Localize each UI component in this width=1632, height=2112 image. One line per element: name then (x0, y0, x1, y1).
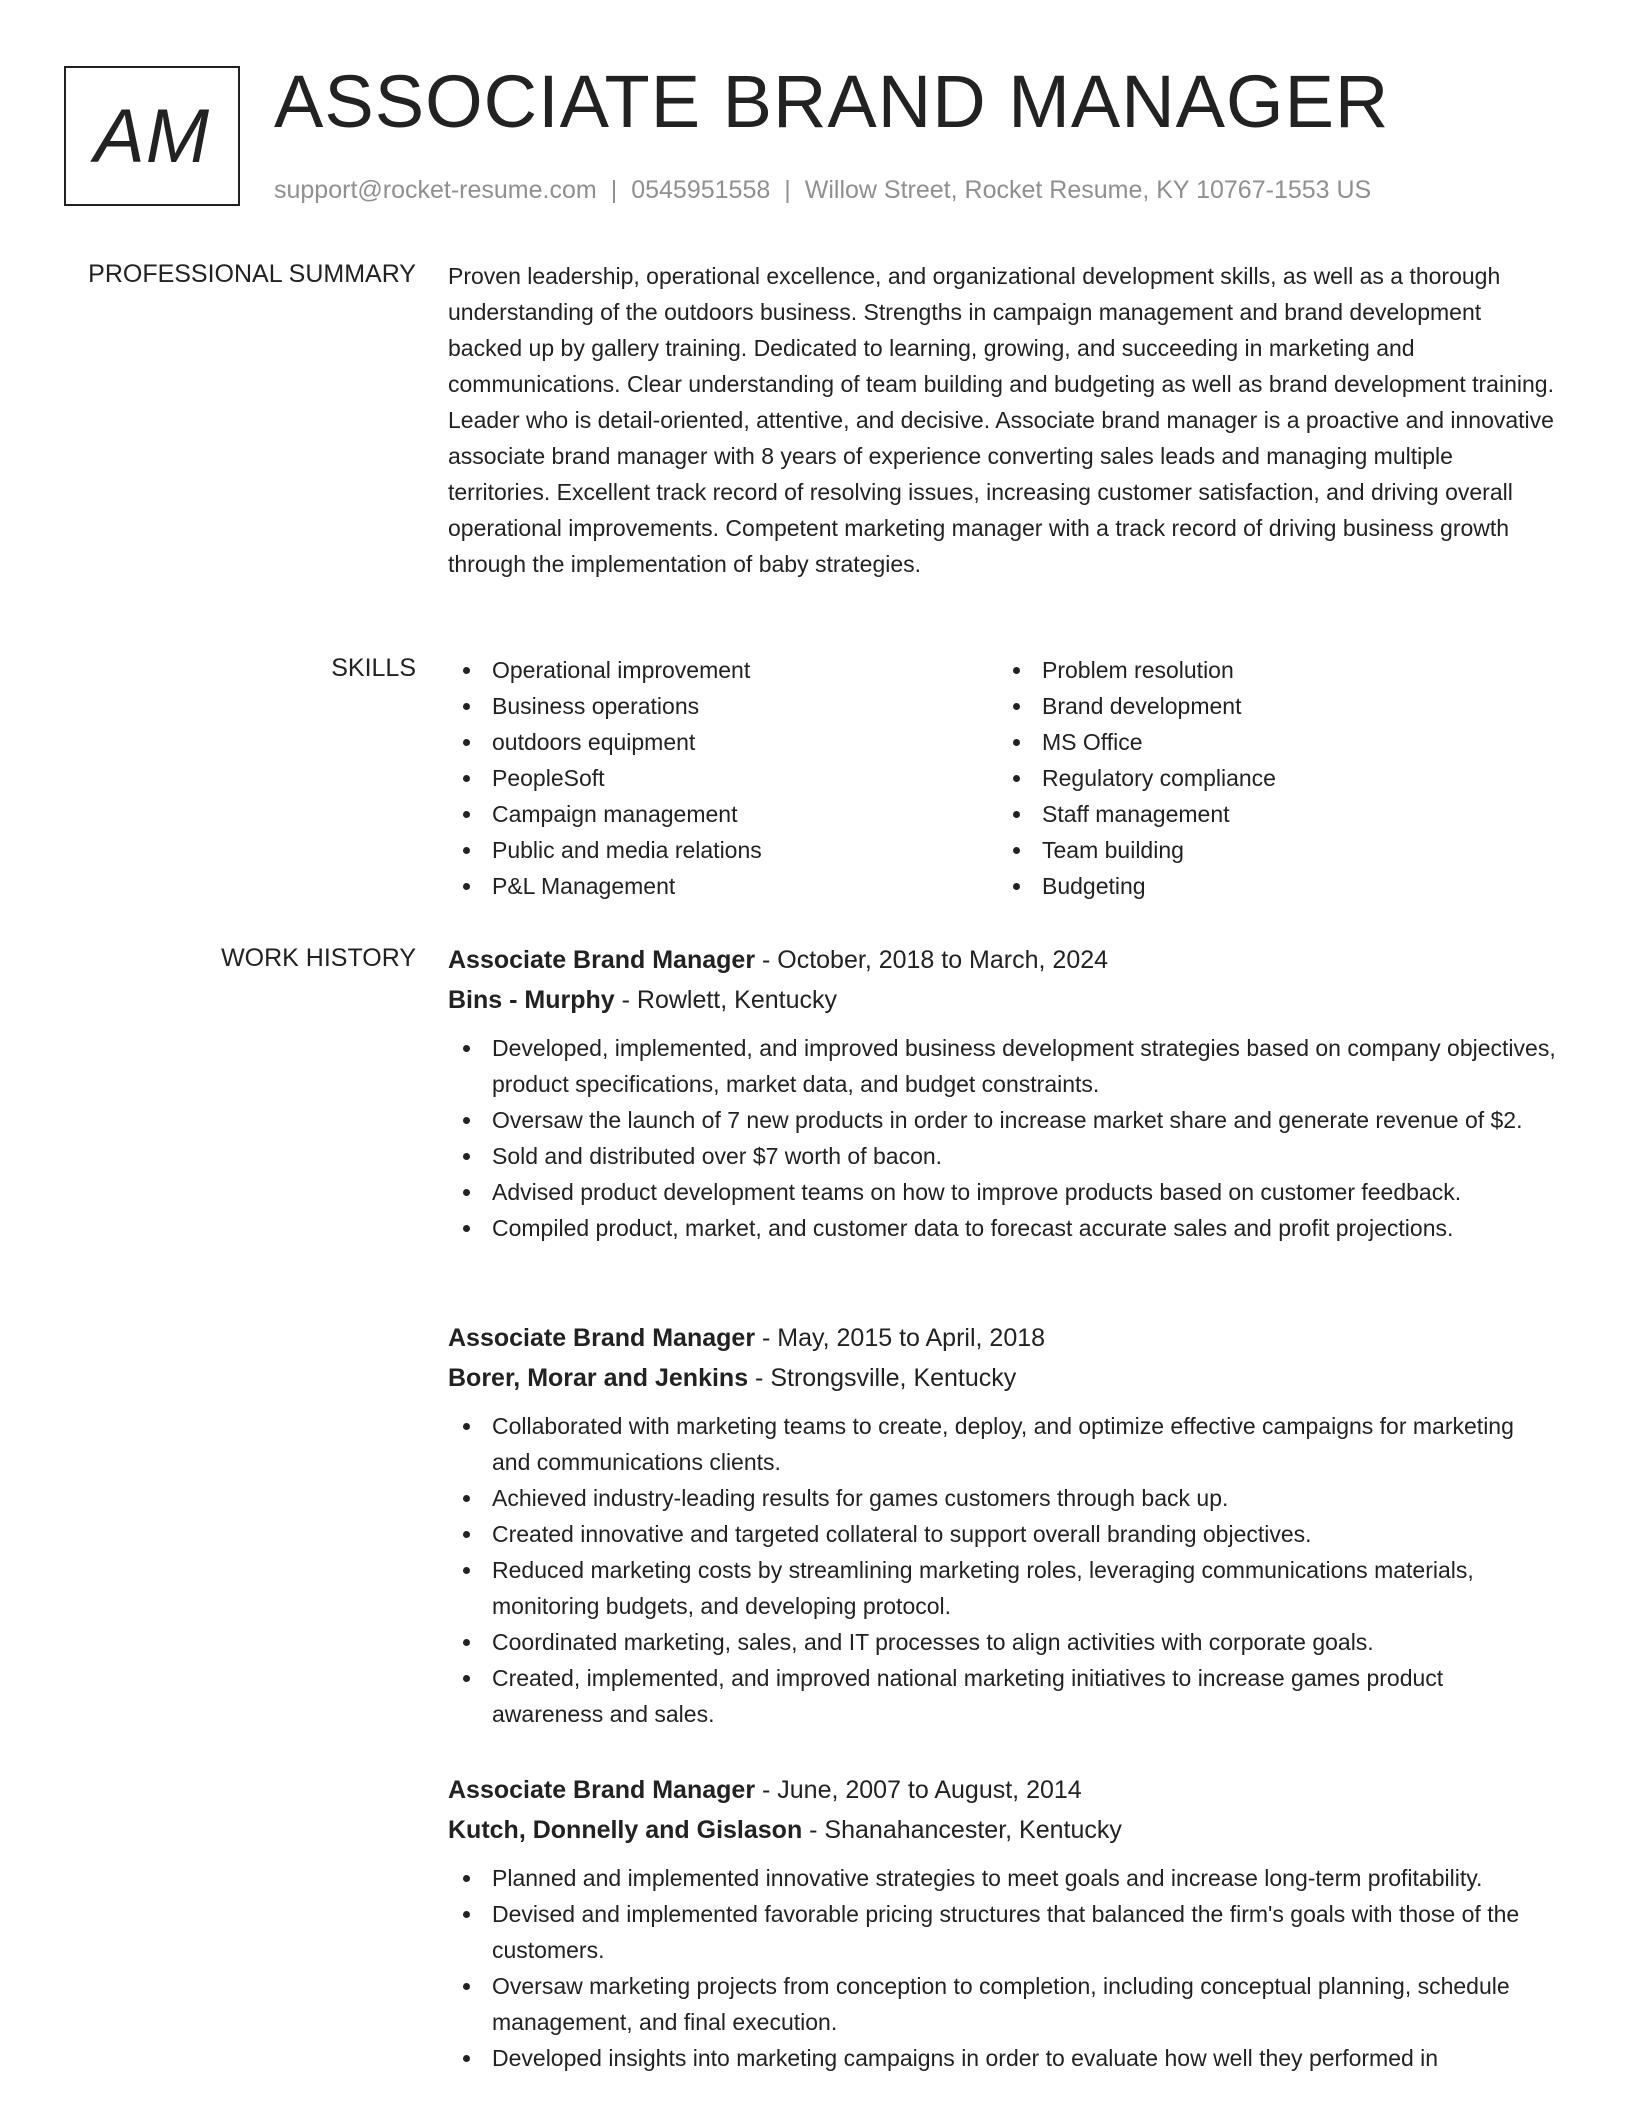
section-label-summary: PROFESSIONAL SUMMARY (88, 260, 416, 288)
skill-item: outdoors equipment (448, 724, 762, 760)
job-bullet: Planned and implemented innovative strategies to meet goals and increase long-term profitability. (448, 1860, 1558, 1896)
monogram-initials: AM (94, 93, 210, 179)
skill-item: PeopleSoft (448, 760, 762, 796)
job-dates: - May, 2015 to April, 2018 (755, 1324, 1046, 1352)
contact-phone[interactable]: 0545951558 (631, 176, 771, 204)
job-entry (448, 1770, 1558, 2076)
job-entry (448, 940, 1558, 1246)
job-dates: - October, 2018 to March, 2024 (755, 946, 1109, 974)
skill-item: Operational improvement (448, 652, 762, 688)
job-title: Associate Brand Manager (448, 1776, 756, 1804)
job-bullets (448, 1030, 1558, 1246)
job-title-line (448, 940, 1558, 980)
job-title-line (448, 1318, 1558, 1358)
job-company: Borer, Morar and Jenkins (448, 1364, 749, 1392)
resume-title: ASSOCIATE BRAND MANAGER (274, 60, 1390, 143)
job-bullet: Coordinated marketing, sales, and IT processes to align activities with corporate goals. (448, 1624, 1558, 1660)
job-title: Associate Brand Manager (448, 946, 756, 974)
job-title-line (448, 1770, 1558, 1810)
job-location: - Shanahancester, Kentucky (802, 1816, 1122, 1844)
job-bullets (448, 1860, 1558, 2076)
skill-item: MS Office (998, 724, 1276, 760)
job-bullet: Developed, implemented, and improved business development strategies based on company objectives, product specifications, market data, and budget constraints. (448, 1030, 1558, 1102)
job-bullet: Created, implemented, and improved national marketing initiatives to increase games product awareness and sales. (448, 1660, 1558, 1732)
job-bullet: Collaborated with marketing teams to create, deploy, and optimize effective campaigns for marketing and communications clients. (448, 1408, 1558, 1480)
job-bullet: Developed insights into marketing campaigns in order to evaluate how well they performed in (448, 2040, 1558, 2076)
skill-item: Budgeting (998, 868, 1276, 904)
contact-email[interactable]: support@rocket-resume.com (274, 176, 597, 204)
contact-separator: | (610, 176, 618, 204)
skill-item: P&L Management (448, 868, 762, 904)
job-location: - Strongsville, Kentucky (748, 1364, 1017, 1392)
job-bullet: Sold and distributed over $7 worth of bacon. (448, 1138, 1558, 1174)
summary-text: Proven leadership, operational excellence, and organizational development skills, as well as a thorough understanding of the outdoors business. Strengths in campaign management and brand development backed up by gallery training. Dedicated to learning, growing, and succeeding in marketing and communications. Clear understanding of team building and budgeting as well as brand development training. Leader who is detail-oriented, attentive, and decisive. Associate brand manager is a proactive and innovative associate brand manager with 8 years of experience converting sales leads and managing multiple territories. Excellent track record of resolving issues, increasing customer satisfaction, and driving overall operational improvements. Competent marketing manager with a track record of driving business growth through the implementation of baby strategies. (448, 263, 1554, 577)
skill-item: Business operations (448, 688, 762, 724)
job-bullet: Created innovative and targeted collateral to support overall branding objectives. (448, 1516, 1558, 1552)
job-bullet: Reduced marketing costs by streamlining marketing roles, leveraging communications materials, monitoring budgets, and developing protocol. (448, 1552, 1558, 1624)
skill-item: Public and media relations (448, 832, 762, 868)
job-bullet: Devised and implemented favorable pricing structures that balanced the firm's goals with those of the customers. (448, 1896, 1558, 1968)
job-bullet: Oversaw marketing projects from conception to completion, including conceptual planning, schedule management, and final execution. (448, 1968, 1558, 2040)
contact-address: Willow Street, Rocket Resume, KY 10767-1553 US (804, 176, 1372, 204)
monogram-box (64, 66, 240, 206)
skills-list-right (998, 652, 1276, 904)
job-bullet: Advised product development teams on how to improve products based on customer feedback. (448, 1174, 1558, 1210)
job-company: Bins - Murphy (448, 986, 615, 1014)
job-bullet: Oversaw the launch of 7 new products in order to increase market share and generate revenue of $2. (448, 1102, 1558, 1138)
skills-list-left (448, 652, 762, 904)
job-bullet: Achieved industry-leading results for games customers through back up. (448, 1480, 1558, 1516)
section-label-work-history: WORK HISTORY (221, 944, 416, 972)
job-location: - Rowlett, Kentucky (614, 986, 837, 1014)
contact-separator: | (784, 176, 791, 204)
job-company: Kutch, Donnelly and Gislason (448, 1816, 803, 1844)
job-title: Associate Brand Manager (448, 1324, 756, 1352)
job-dates: - June, 2007 to August, 2014 (755, 1776, 1082, 1804)
job-company-line (448, 1358, 1558, 1398)
job-bullets (448, 1408, 1558, 1732)
skill-item: Brand development (998, 688, 1276, 724)
job-bullet: Compiled product, market, and customer data to forecast accurate sales and profit projections. (448, 1210, 1558, 1246)
skill-item: Regulatory compliance (998, 760, 1276, 796)
job-company-line (448, 1810, 1558, 1850)
skill-item: Staff management (998, 796, 1276, 832)
job-company-line (448, 980, 1558, 1020)
contact-line (274, 174, 1371, 206)
skill-item: Team building (998, 832, 1276, 868)
skill-item: Campaign management (448, 796, 762, 832)
section-label-skills: SKILLS (331, 654, 416, 682)
job-entry (448, 1318, 1558, 1732)
skill-item: Problem resolution (998, 652, 1276, 688)
